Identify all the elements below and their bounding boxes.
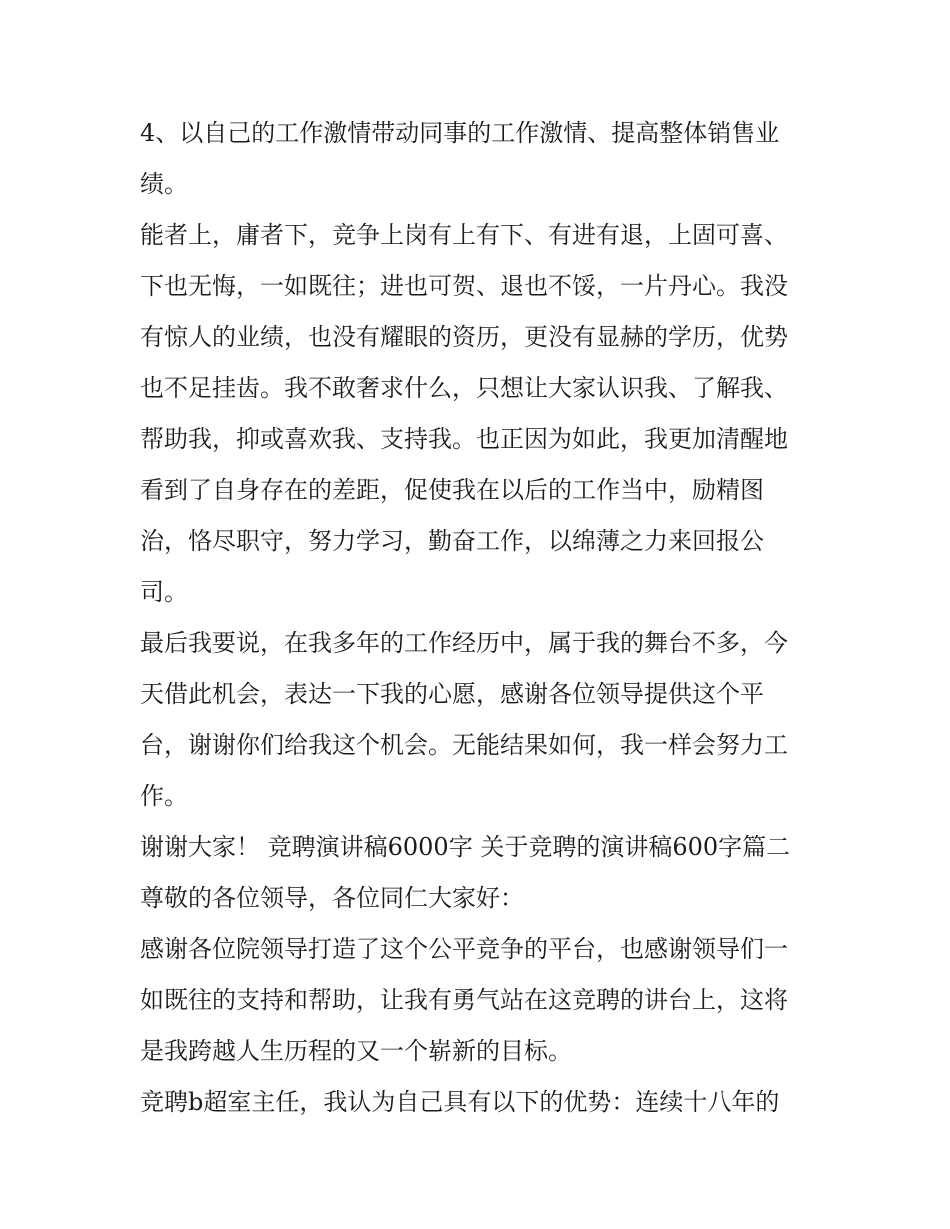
text-line: 看到了自身存在的差距，促使我在以后的工作当中，励精图 [140, 476, 764, 504]
text-line: 天借此机会，表达一下我的心愿，感谢各位领导提供这个平 [140, 680, 764, 708]
text-line: 司。 [140, 578, 188, 606]
text-line: 是我跨越人生历程的又一个崭新的目标。 [140, 1037, 572, 1065]
text-line: 绩。 [140, 170, 188, 198]
text-line: 也不足挂齿。我不敢奢求什么，只想让大家认识我、了解我、 [140, 374, 788, 402]
text-line: 4、以自己的工作激情带动同事的工作激情、提高整体销售业 [140, 119, 780, 147]
document-body [140, 108, 820, 1128]
text-line: 能者上，庸者下，竞争上岗有上有下、有进有退，上固可喜、 [140, 221, 788, 249]
text-line: 谢谢大家！ 竞聘演讲稿6000字 关于竞聘的演讲稿600字篇二 [140, 833, 791, 861]
text-line: 下也无悔，一如既往；进也可贺、退也不馁，一片丹心。我没 [140, 272, 788, 300]
text-line: 台，谢谢你们给我这个机会。无能结果如何，我一样会努力工 [140, 731, 788, 759]
text-line: 帮助我，抑或喜欢我、支持我。也正因为如此，我更加清醒地 [140, 425, 788, 453]
text-line: 如既往的支持和帮助，让我有勇气站在这竞聘的讲台上，这将 [140, 986, 788, 1014]
text-line: 作。 [140, 782, 188, 810]
text-line: 最后我要说，在我多年的工作经历中，属于我的舞台不多，今 [140, 629, 788, 657]
text-line: 治，恪尽职守，努力学习，勤奋工作，以绵薄之力来回报公 [140, 527, 764, 555]
text-line: 有惊人的业绩，也没有耀眼的资历，更没有显赫的学历，优势 [140, 323, 788, 351]
text-line: 尊敬的各位领导，各位同仁大家好： [140, 884, 524, 912]
text-line: 感谢各位院领导打造了这个公平竞争的平台，也感谢领导们一 [140, 935, 788, 963]
text-line: 竞聘b超室主任，我认为自己具有以下的优势：连续十八年的 [140, 1088, 780, 1116]
